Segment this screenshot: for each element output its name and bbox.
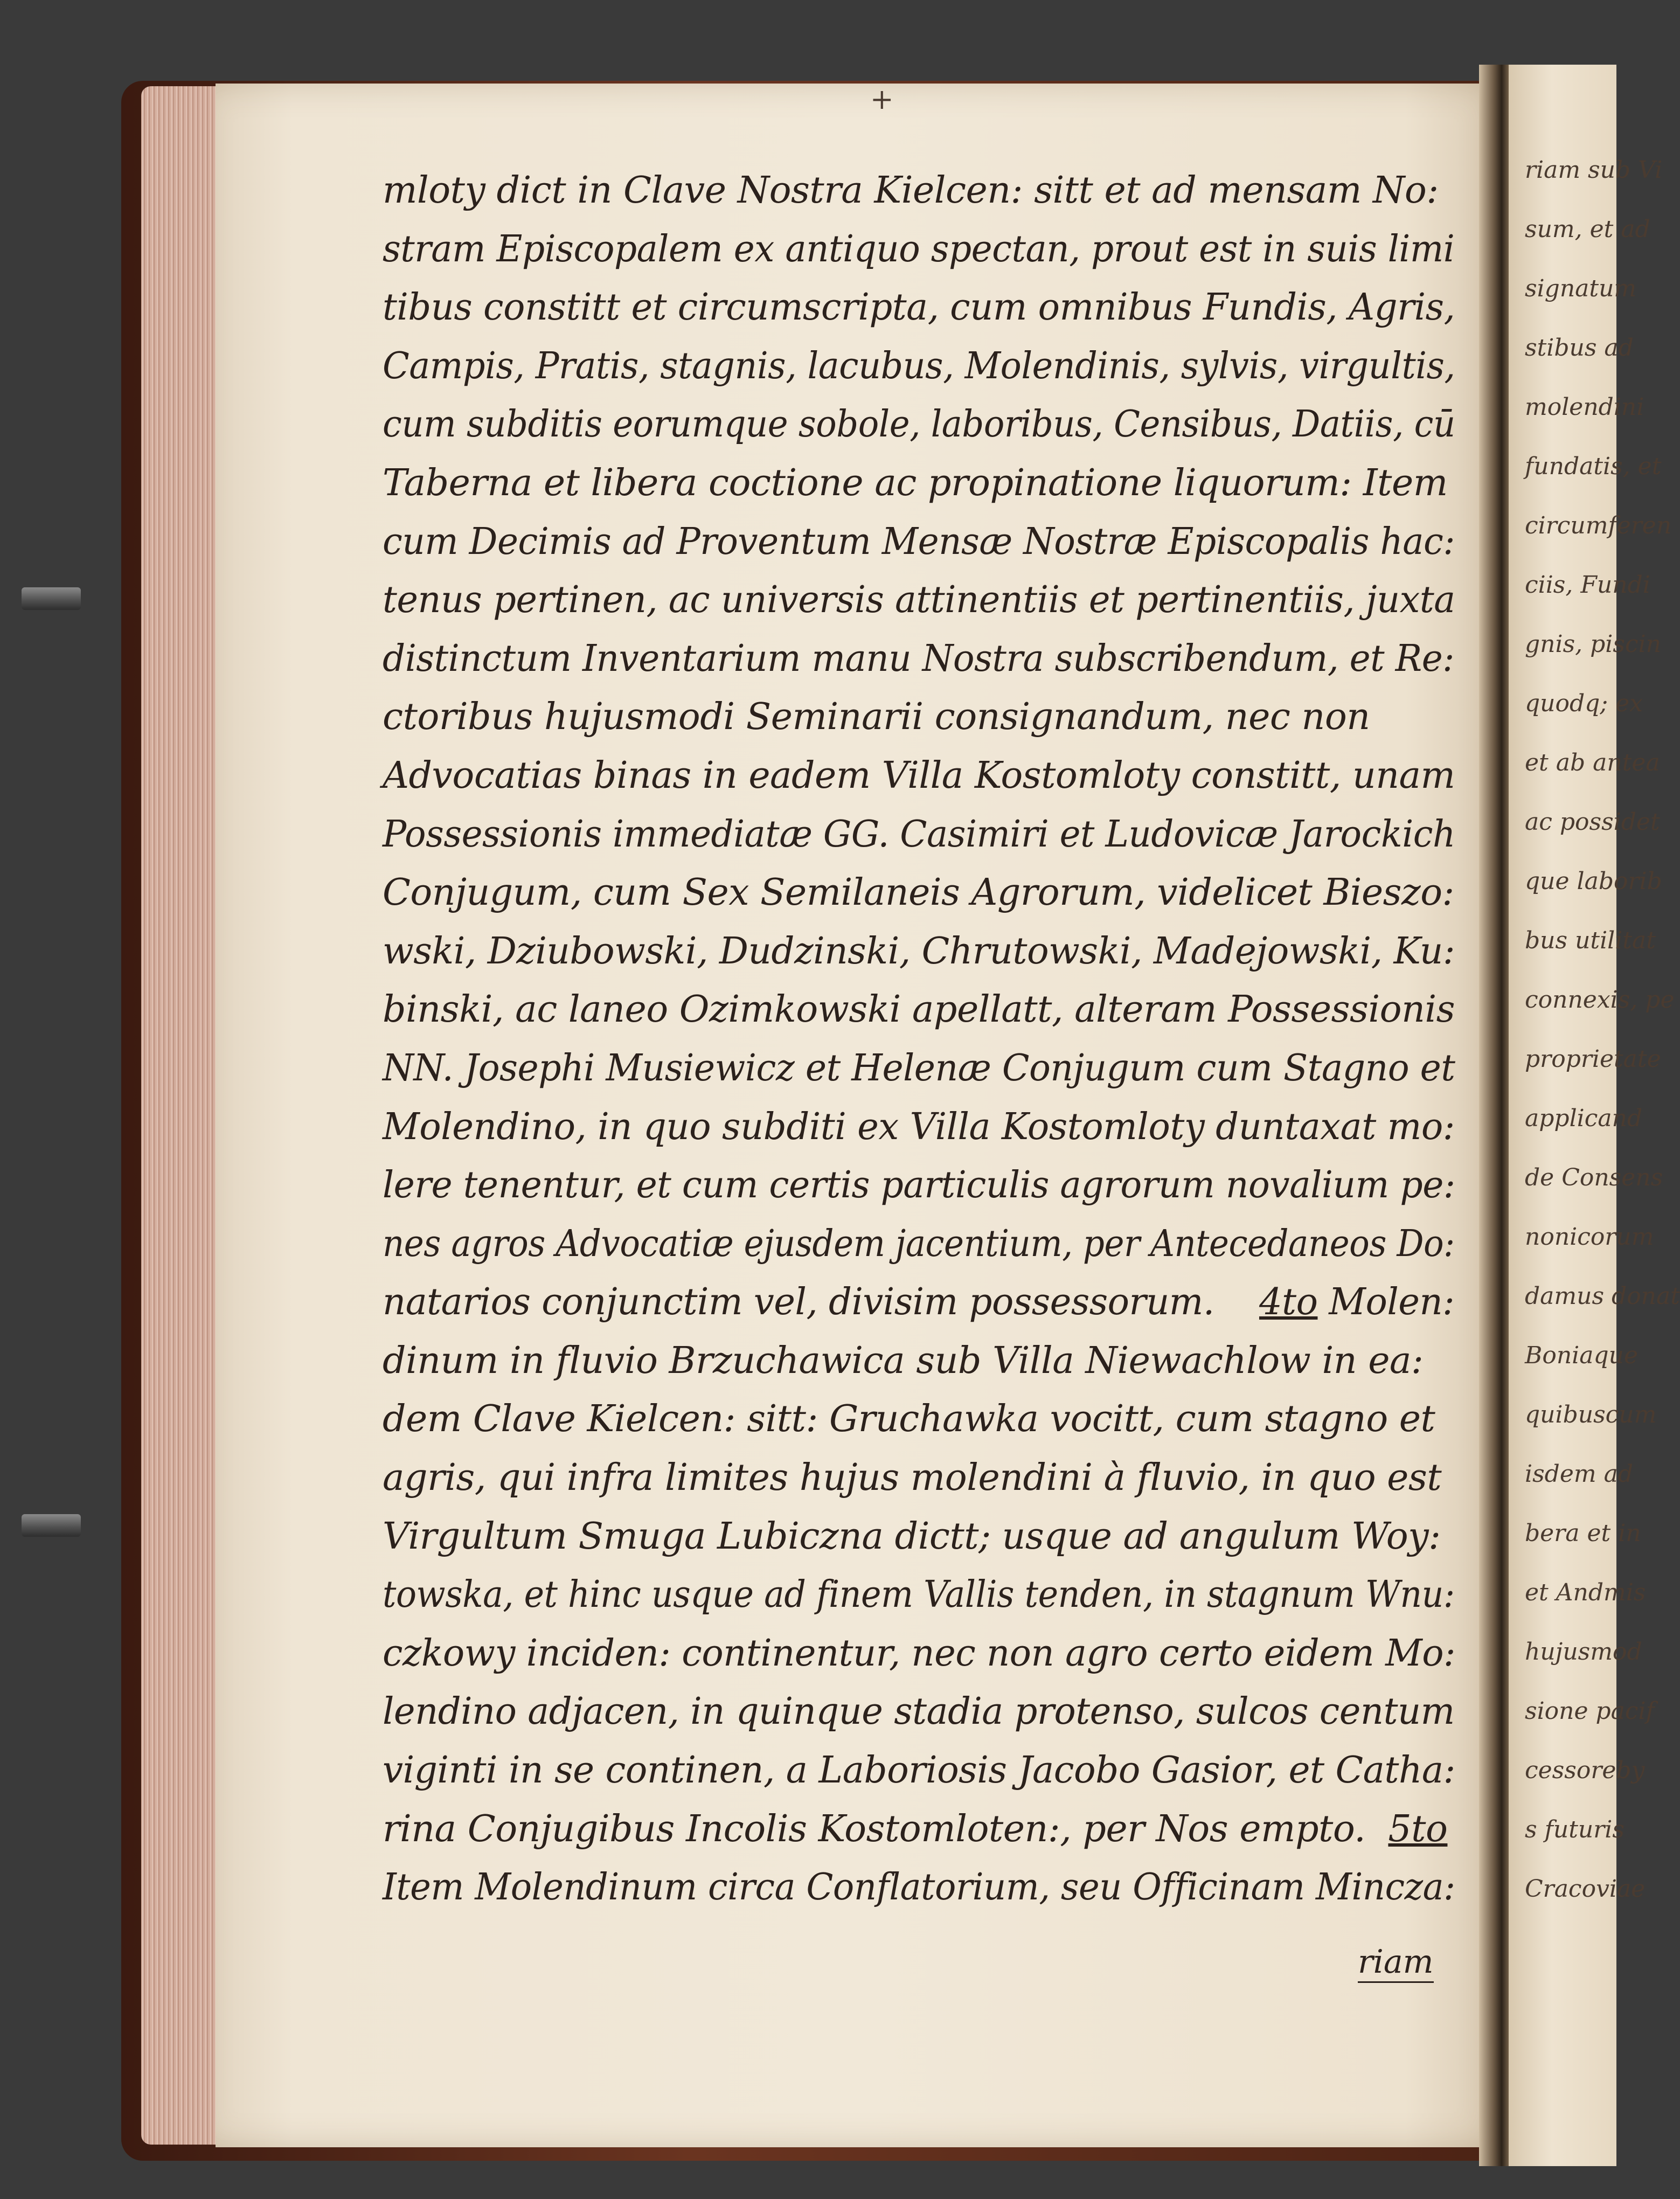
text-line: Item Molendinum circa Conflatorium, seu Officinam Mincza: bbox=[383, 1866, 1455, 1909]
text-line: stram Episcopalem ex antiquo spectan, prout est in suis limi bbox=[383, 227, 1455, 270]
facing-line: s futuris bbox=[1525, 1816, 1625, 1843]
facing-line: applicand bbox=[1525, 1105, 1643, 1132]
text-segment: rina Conjugibus Incolis Kostomloten:, per Nos empto. bbox=[383, 1807, 1366, 1850]
catchword: riam bbox=[1358, 1943, 1434, 1983]
facing-line: isdem ad bbox=[1525, 1460, 1633, 1488]
facing-line: ac possidet bbox=[1525, 808, 1660, 836]
facing-line: bera et in bbox=[1525, 1520, 1641, 1547]
text-line: binski, ac laneo Ozimkowski apellatt, alteram Possessionis bbox=[383, 988, 1455, 1031]
facing-line: connexis, pe bbox=[1525, 986, 1675, 1014]
section-number-4to: 4to bbox=[1259, 1281, 1318, 1324]
text-line: Campis, Pratis, stagnis, lacubus, Molendinis, sylvis, virgultis, bbox=[383, 344, 1455, 387]
text-line: dem Clave Kielcen: sitt: Gruchawka vocitt, cum stagno et bbox=[383, 1398, 1435, 1441]
facing-line: hujusmod bbox=[1525, 1638, 1642, 1666]
text-line: cum Decimis ad Proventum Mensæ Nostræ Episcopalis hac: bbox=[383, 520, 1455, 563]
facing-line: stibus ad bbox=[1525, 334, 1634, 362]
text-segment: Molen: bbox=[1329, 1281, 1455, 1324]
facing-line: ciis, Fundi bbox=[1525, 571, 1650, 599]
text-line: tibus constitt et circumscripta, cum omnibus Fundis, Agris, bbox=[383, 286, 1455, 329]
page-top-mark: + bbox=[870, 84, 894, 116]
text-line: Conjugum, cum Sex Semilaneis Agrorum, videlicet Bieszo: bbox=[383, 871, 1454, 914]
facing-line: nonicorum bbox=[1525, 1223, 1654, 1251]
text-line: czkowy inciden: continentur, nec non agro certo eidem Mo: bbox=[383, 1632, 1456, 1675]
facing-line: quodq; ex bbox=[1525, 690, 1643, 717]
book-clasp-bottom bbox=[22, 1514, 81, 1537]
facing-line: proprietate bbox=[1525, 1045, 1661, 1073]
facing-line: signatum bbox=[1525, 275, 1637, 302]
text-line: lere tenentur, et cum certis particulis agrorum novalium pe: bbox=[383, 1164, 1455, 1207]
text-line: wski, Dziubowski, Dudzinski, Chrutowski, Madejowski, Ku: bbox=[383, 929, 1455, 973]
text-line: Taberna et libera coctione ac propinatione liquorum: Item bbox=[383, 461, 1448, 504]
facing-line: et ab antea bbox=[1525, 749, 1660, 776]
text-line: nes agros Advocatiæ ejusdem jacentium, per Antecedaneos Do: bbox=[383, 1222, 1455, 1265]
text-line: Virgultum Smuga Lubiczna dictt; usque ad angulum Woy: bbox=[383, 1515, 1441, 1558]
book-clasp-top bbox=[22, 587, 81, 610]
facing-line: fundatis, et bbox=[1525, 453, 1662, 480]
book-gutter bbox=[1479, 65, 1511, 2166]
text-line: NN. Josephi Musiewicz et Helenæ Conjugum cum Stagno et bbox=[383, 1046, 1455, 1090]
facing-line: sum, et ad bbox=[1525, 216, 1650, 243]
text-line: Possessionis immediatæ GG. Casimiri et Ludovicæ Jarockich bbox=[383, 813, 1455, 856]
facing-line: molendini bbox=[1525, 393, 1644, 421]
facing-line: gnis, piscin bbox=[1525, 630, 1661, 658]
text-line: agris, qui infra limites hujus molendini à fluvio, in quo est bbox=[383, 1456, 1442, 1500]
text-line: distinctum Inventarium manu Nostra subscribendum, et Re: bbox=[383, 637, 1454, 680]
text-line: viginti in se continen, a Laboriosis Jacobo Gasior, et Catha: bbox=[383, 1749, 1455, 1792]
text-segment: natarios conjunctim vel, divisim possessorum. bbox=[383, 1281, 1214, 1324]
text-line: tenus pertinen, ac universis attinentiis et pertinentiis, juxta bbox=[383, 579, 1455, 622]
text-line: cum subditis eorumque sobole, laboribus, Censibus, Datiis, cū bbox=[383, 403, 1455, 446]
text-line: Molendino, in quo subditi ex Villa Kostomloty duntaxat mo: bbox=[383, 1105, 1455, 1148]
facing-line: sione pacif bbox=[1525, 1697, 1655, 1725]
text-line: Advocatias binas in eadem Villa Kostomloty constitt, unam bbox=[383, 754, 1455, 797]
text-line bbox=[383, 1273, 1455, 1332]
text-line: dinum in fluvio Brzuchawica sub Villa Niewachlow in ea: bbox=[383, 1339, 1424, 1382]
facing-line: riam sub Vi bbox=[1525, 156, 1663, 184]
facing-line: damus donat bbox=[1525, 1282, 1680, 1310]
manuscript-text bbox=[383, 162, 1455, 1917]
text-line: lendino adjacen, in quinque stadia protenso, sulcos centum bbox=[383, 1690, 1455, 1733]
facing-line: Boniaque bbox=[1525, 1342, 1639, 1369]
page-edges bbox=[141, 86, 227, 2145]
text-line: mloty dict in Clave Nostra Kielcen: sitt et ad mensam No: bbox=[383, 169, 1439, 212]
section-number-5to: 5to bbox=[1388, 1807, 1448, 1850]
facing-line: quibuscum bbox=[1525, 1401, 1657, 1428]
text-line: towska, et hinc usque ad finem Vallis tenden, in stagnum Wnu: bbox=[383, 1573, 1455, 1617]
facing-line: Cracoviae bbox=[1525, 1875, 1646, 1903]
text-line: ctoribus hujusmodi Seminarii consignandum, nec non bbox=[383, 696, 1370, 739]
facing-line: et Andmis bbox=[1525, 1579, 1646, 1606]
facing-line: que laborib bbox=[1525, 868, 1662, 895]
facing-line: circumferen bbox=[1525, 512, 1672, 539]
facing-line: bus utilitat bbox=[1525, 927, 1656, 954]
facing-line: cessoreby bbox=[1525, 1757, 1645, 1784]
text-line bbox=[383, 1800, 1455, 1859]
facing-line: de Consens bbox=[1525, 1164, 1663, 1191]
